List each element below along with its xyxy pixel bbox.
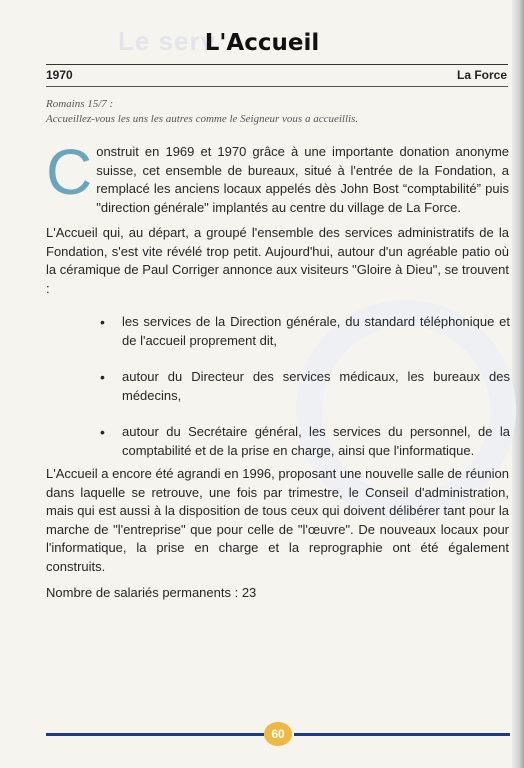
list-item-text: autour du Directeur des services médicaux, les bureaux des médecins, bbox=[122, 369, 510, 403]
page-title: L'Accueil bbox=[204, 30, 320, 56]
list-item-text: autour du Secrétaire général, les services du personnel, de la comptabilité et de la prise en charge, ainsi que l'informatique. bbox=[122, 424, 510, 458]
year-label: 1970 bbox=[46, 68, 73, 82]
list-item bbox=[100, 313, 510, 350]
staff-count-text: Nombre de salariés permanents : 23 bbox=[46, 585, 257, 600]
bullet-icon: • bbox=[100, 369, 105, 385]
location-label: La Force bbox=[456, 68, 507, 82]
staff-count bbox=[46, 584, 509, 603]
list-item-text: les services de la Direction générale, du standard téléphonique et de l'accueil proprement dit, bbox=[122, 314, 510, 348]
paragraph-3-text: L'Accueil a encore été agrandi en 1996, proposant une nouvelle salle de réunion dans laquelle se retrouve, une fois par trimestre, le Conseil d'administration, mais qui est aussi à la disposition de tous ceux qui doivent délibérer tant pour la marche de "l'entreprise" que pour celle de "l'œuvre". De nouveaux locaux pour l'informatique, la prise en charge et la reprographie ont été également construits. bbox=[46, 466, 509, 574]
list-item bbox=[100, 423, 510, 460]
epigraph-reference: Romains 15/7 : bbox=[46, 98, 114, 110]
paragraph-3 bbox=[46, 465, 509, 576]
epigraph bbox=[46, 97, 466, 127]
title-rule bbox=[46, 64, 508, 65]
intro-text: onstruit en 1969 et 1970 grâce à une importante donation anonyme suisse, cet ensemble de bureaux, situé à l'entrée de la Fondation, a remplacé les anciens locaux appelés dès John Bost “comptabilité” puis "direction générale" implantés au centre du village de La Force. bbox=[96, 144, 509, 215]
services-list bbox=[100, 313, 510, 478]
background-ghost-text: Le serv bbox=[118, 26, 217, 56]
drop-cap: C bbox=[46, 136, 93, 208]
paragraph-2 bbox=[46, 224, 509, 298]
footer-rule-right bbox=[294, 733, 510, 736]
intro-paragraph bbox=[46, 136, 509, 217]
meta-rule bbox=[46, 86, 508, 87]
page-number-badge: 60 bbox=[264, 722, 292, 746]
footer-rule-left bbox=[46, 733, 264, 736]
list-item bbox=[100, 368, 510, 405]
epigraph-quote: Accueillez-vous les uns les autres comme le Seigneur vous a accueillis. bbox=[46, 113, 359, 125]
bullet-icon: • bbox=[100, 314, 105, 330]
page-edge bbox=[512, 0, 524, 768]
bullet-icon: • bbox=[100, 424, 105, 440]
paragraph-2-text: L'Accueil qui, au départ, a groupé l'ensemble des services administratifs de la Fondation, s'est vite révélé trop petit. Aujourd'hui, autour d'un agréable patio où la céramique de Paul Corriger annonce aux visiteurs "Gloire à Dieu", se trouvent : bbox=[46, 225, 509, 296]
